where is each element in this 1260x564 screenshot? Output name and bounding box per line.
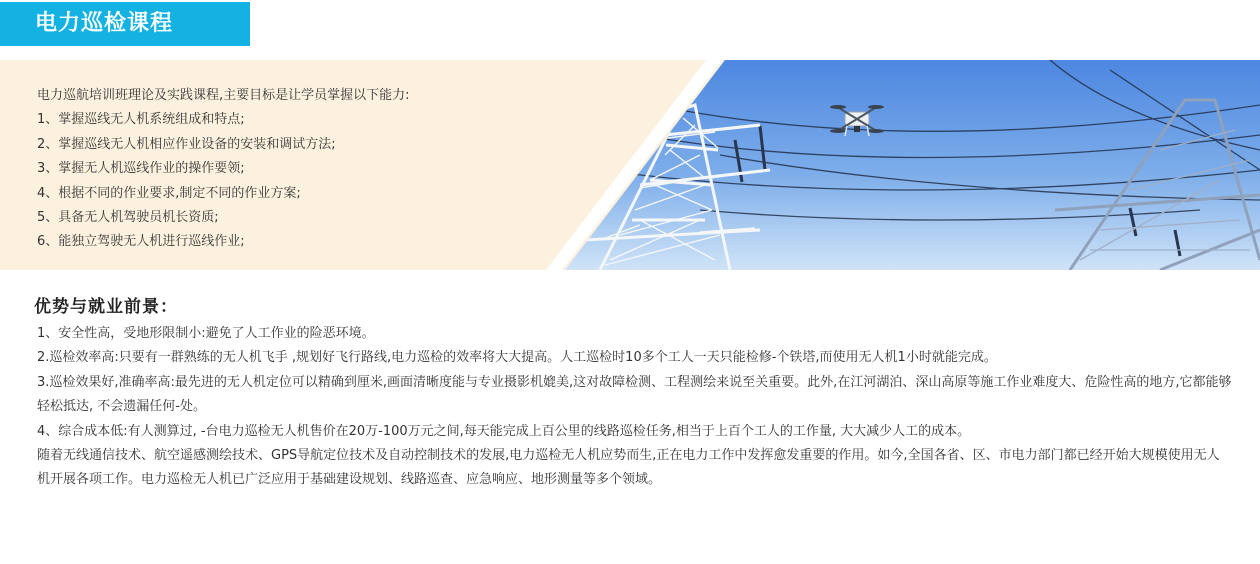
intro-item: 1、掌握巡线无人机系统组成和特点; (37, 112, 245, 128)
page-title: 电力巡检课程 (35, 11, 174, 36)
advantage-paragraph: 1、安全性高，受地形限制小:避免了人工作业的险恶环境。 (37, 326, 375, 341)
advantage-paragraph: 4、综合成本低:有人测算过, -台电力巡检无人机售价在20万-100万元之间,每天能完成上百公里的线路巡检任务,相当于上百个工人的工作量, 大大减少人工的成本。 (37, 423, 971, 439)
intro-lead: 电力巡航培训班理论及实践课程,主要目标是让学员掌握以下能力: (37, 88, 410, 103)
intro-item: 2、掌握巡线无人机相应作业设备的安装和调试方法; (37, 136, 336, 152)
advantage-paragraph: 2.巡检效率高:只要有一群熟练的无人机飞手 ,规划好飞行路线,电力巡检的效率将大大提高。人工巡检时10多个工人一天只能检修-个铁塔,而使用无人机1小时就能完成。 (37, 350, 997, 366)
advantages-body (37, 322, 1232, 493)
advantage-paragraph: 3.巡检效果好,准确率高:最先进的无人机定位可以精确到厘米,画面清晰度能与专业摄影机媲美,这对故障检测、工程测绘来说至关重要。此外,在江河湖泊、深山高原等施工作业难度大、危险性高的地方,它都能够轻松抵达, 不会遗漏任何-处。 (37, 374, 1232, 415)
intro-item: 4、根据不同的作业要求,制定不同的作业方案; (37, 185, 301, 201)
course-intro (37, 84, 597, 255)
advantage-paragraph: 随着无线通信技术、航空遥感测绘技术、GPS导航定位技术及自动控制技术的发展,电力巡检无人机应势而生,正在电力工作中发挥愈发重要的作用。如今,全国各省、区、市电力部门都已经开始大规模使用无人机开展各项工作。电力巡检无人机已广泛应用于基础建设规划、线路巡查、应急响应、地形测量等多个领域。 (37, 448, 1220, 488)
intro-item: 6、能独立驾驶无人机进行巡线作业; (37, 234, 245, 250)
intro-item: 5、具备无人机驾驶员机长资质; (37, 210, 219, 226)
advantages-heading: 优势与就业前景： (34, 297, 178, 317)
section-title-bar (0, 2, 250, 46)
intro-banner (0, 60, 1260, 270)
intro-item: 3、掌握无人机巡线作业的操作要领; (37, 161, 245, 177)
